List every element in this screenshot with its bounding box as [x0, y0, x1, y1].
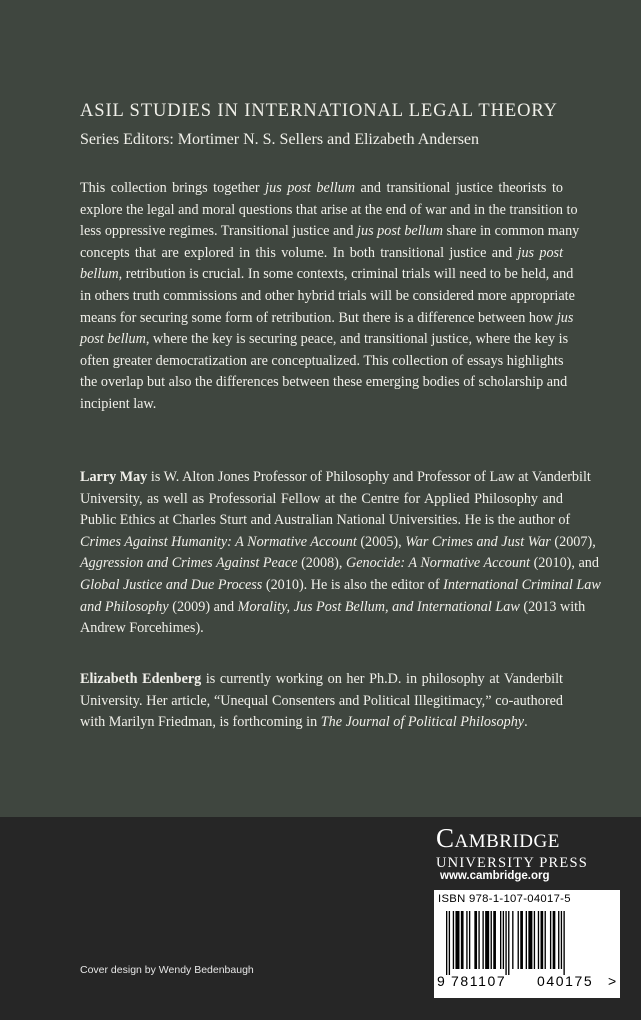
- barcode-bar: [453, 911, 454, 969]
- publisher-url: www.cambridge.org: [440, 870, 550, 882]
- blurb-line: This collection brings together jus post bellum and transitional justice theorists to: [80, 180, 563, 196]
- barcode-bar: [541, 911, 544, 969]
- blurb-line: post bellum, where the key is securing peace, and transitional justice, where the key is: [80, 331, 569, 348]
- bio-line: Crimes Against Humanity: A Normative Account (2005), War Crimes and Just War (2007),: [80, 533, 596, 550]
- barcode-bar: [469, 911, 470, 969]
- barcode-bar: [508, 911, 509, 975]
- barcode-bar: [466, 911, 467, 969]
- bio-line: Public Ethics at Charles Sturt and Australian National Universities. He is the author of: [80, 512, 571, 529]
- bio-line: Aggression and Crimes Against Peace (2008), Genocide: A Normative Account (2010), and: [80, 555, 599, 572]
- barcode-bar: [526, 911, 527, 969]
- blurb-line: often greater democratization are conceptualized. This collection of essays highlights: [80, 352, 564, 369]
- barcode-bar: [446, 911, 447, 975]
- cover-design-credit: Cover design by Wendy Bedenbaugh: [80, 964, 254, 976]
- barcode-bar: [561, 911, 562, 969]
- publisher-logo: [436, 824, 606, 872]
- blurb-line: bellum, retribution is crucial. In some contexts, criminal trials will need to be held, and: [80, 266, 574, 283]
- blurb-line: incipient law.: [80, 395, 157, 412]
- book-blurb: [80, 178, 580, 416]
- barcode-bar: [520, 911, 523, 969]
- barcode-bar: [485, 911, 489, 969]
- barcode-bar: [455, 911, 459, 969]
- barcode-bar: [491, 911, 492, 969]
- barcode-digits-right: 040175: [537, 973, 594, 989]
- barcode-bar: [461, 911, 464, 969]
- barcode-quiet-zone-mark: >: [608, 973, 617, 989]
- barcode-bar: [505, 911, 506, 975]
- barcode-bar: [550, 911, 551, 969]
- author-bio-edenberg: [80, 669, 563, 734]
- barcode-bar: [563, 911, 564, 975]
- barcode-bar: [474, 911, 477, 969]
- barcode-bar: [558, 911, 559, 969]
- author-name: Elizabeth Edenberg: [80, 671, 202, 687]
- author-bio-may: [80, 467, 601, 640]
- barcode-bar: [518, 911, 519, 969]
- barcode-bar: [534, 911, 535, 969]
- barcode-bar: [528, 911, 532, 969]
- bio-line: Larry May is W. Alton Jones Professor of Philosophy and Professor of Law at Vanderbilt: [80, 469, 591, 485]
- series-title: ASIL STUDIES IN INTERNATIONAL LEGAL THEORY: [80, 101, 558, 121]
- barcode-digit-first: 9: [437, 973, 445, 989]
- barcode-bar: [503, 911, 504, 969]
- bio-line: Global Justice and Due Process (2010). He is also the editor of International Criminal Law: [80, 576, 601, 593]
- blurb-line: less oppressive regimes. Transitional justice and jus post bellum share in common many: [80, 223, 580, 240]
- blurb-line: explore the legal and moral questions that arise at the end of war and in the transition to: [80, 201, 578, 218]
- barcode-bar: [478, 911, 479, 969]
- barcode-bars: [446, 911, 614, 975]
- bio-line: and Philosophy (2009) and Morality, Jus Post Bellum, and International Law (2013 with: [80, 598, 586, 615]
- publisher-name: Cambridge: [436, 823, 560, 853]
- barcode-digits-left: 781107: [451, 973, 507, 989]
- blurb-line: concepts that are explored in this volume. In both transitional justice and jus post: [80, 244, 564, 261]
- blurb-line: in others truth commissions and other hybrid trials will be considered more appropriate: [80, 287, 575, 304]
- barcode-bar: [512, 911, 513, 969]
- publisher-subtitle: UNIVERSITY PRESS: [436, 855, 589, 871]
- barcode-bar: [493, 911, 496, 969]
- barcode-bar: [553, 911, 556, 969]
- bio-line: University, as well as Professorial Fellow at the Centre for Applied Philosophy and: [80, 490, 563, 507]
- barcode-bar: [500, 911, 501, 969]
- bio-line: Elizabeth Edenberg is currently working on her Ph.D. in philosophy at Vanderbilt: [80, 671, 563, 687]
- bio-line: Andrew Forcehimes).: [80, 620, 204, 637]
- isbn-label: ISBN 978-1-107-04017-5: [438, 893, 571, 905]
- bio-line: University. Her article, “Unequal Consenters and Political Illegitimacy,” co-authored: [80, 692, 563, 709]
- blurb-line: means for securing some form of retribution. But there is a difference between how jus: [80, 309, 574, 326]
- barcode-bar: [538, 911, 539, 969]
- barcode-bar: [545, 911, 546, 969]
- barcode-bar: [449, 911, 450, 975]
- blurb-line: the overlap but also the differences between these emerging bodies of scholarship and: [80, 374, 568, 391]
- barcode-bar: [482, 911, 483, 969]
- bio-line: with Marilyn Friedman, is forthcoming in The Journal of Political Philosophy.: [80, 714, 528, 731]
- series-editors: Series Editors: Mortimer N. S. Sellers and Elizabeth Andersen: [80, 131, 480, 148]
- author-name: Larry May: [80, 469, 148, 485]
